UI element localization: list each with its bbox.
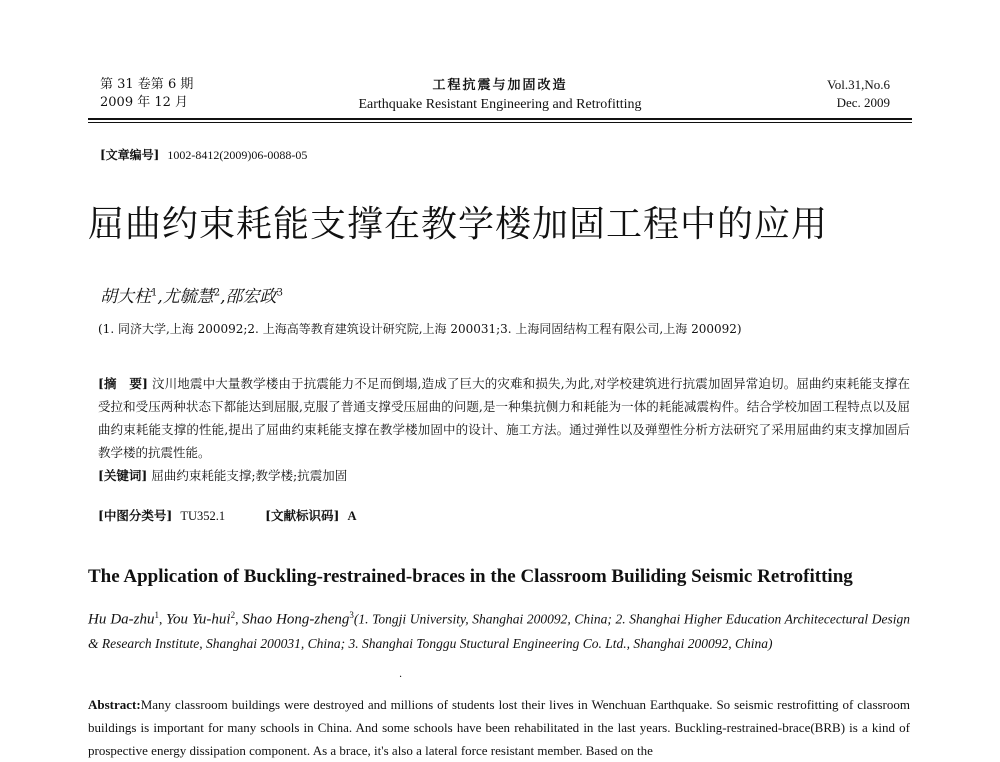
header-rule-thick [88,118,912,120]
author-en-1: Hu Da-zhu [88,611,155,628]
header-issue-cn [100,76,193,112]
header-journal [290,74,710,113]
journal-name-cn: 工程抗震与加固改造 [432,78,568,93]
author-cn-3: 邵宏政 [225,287,277,307]
doc-code-value: A [347,509,357,523]
doc-code-label: [文献标识码] [265,508,340,523]
classification-value: TU352.1 [180,509,226,523]
keywords-cn-text: 屈曲约束耗能支撑;教学楼;抗震加固 [151,468,348,483]
header-rule-thin [88,122,912,123]
title-cn: 屈曲约束耗能支撑在教学楼加固工程中的应用 [88,204,829,245]
classification-label: [中图分类号] [98,508,173,523]
author-cn-1-sup: 1 [151,287,158,299]
author-en-1-sup: 1 [154,610,159,620]
volume-cn: 第 31 卷第 6 期 [100,77,194,92]
volume-en: Vol.31,No.6 [827,77,890,92]
date-en: Dec. 2009 [836,95,890,110]
article-number-label: [文章编号] [100,148,160,162]
article-number [100,146,307,163]
abstract-en-text: Many classroom buildings were destroyed and millions of students lost their lives in Wenchuan Earthquake. So seismic restrofitting of classroom buildings is important for many schools in China. And some schools have been rehabilitated in the last years. Buckling-restrained-brace(BRB) is a kind of prospective energy dissipation component. As a brace, it's also a lateral force resistant member. Based on the [88,697,910,758]
abstract-cn-label: [摘 要] [98,376,148,391]
abstract-cn [98,372,910,464]
abstract-en-label: Abstract: [88,697,141,712]
stray-dot: · [399,672,403,683]
author-cn-2-sup: 2 [213,287,221,299]
abstract-cn-text: 汶川地震中大量教学楼由于抗震能力不足而倒塌,造成了巨大的灾难和损失,为此,对学校建筑进行抗震加固异常迫切。屈曲约束耗能支撑在受拉和受压两种状态下都能达到屈服,克服了普通支撑受压屈曲的问题,是一种集抗侧力和耗能为一体的耗能减震构件。结合学校加固工程特点以及屈曲约束耗能支撑的性能,提出了屈曲约束耗能支撑在教学楼加固中的设计、施工方法。通过弹性以及弹塑性分析方法研究了采用屈曲约束支撑加固后教学楼的抗震性能。 [98,376,910,460]
author-en-2-sup: 2 [230,610,236,620]
author-cn-3-sup: 3 [276,287,283,299]
author-cn-2: 尤毓慧 [162,287,214,307]
date-cn: 2009 年 12 月 [100,95,189,110]
title-en: The Application of Buckling-restrained-braces in the Classroom Builiding Seismic Retrofitting [88,566,853,587]
classification [98,506,357,524]
author-en-3: Shao Hong-zheng [242,611,350,628]
abstract-en [88,693,910,762]
journal-name-en: Earthquake Resistant Engineering and Retrofitting [358,97,642,112]
affiliations-cn: (1. 同济大学,上海 200092;2. 上海高等教育建筑设计研究院,上海 200031;3. 上海同固结构工程有限公司,上海 200092) [98,322,742,336]
keywords-cn-label: [关键词] [98,468,148,483]
article-number-value: 1002-8412(2009)06-0088-05 [167,148,308,162]
author-en-3-sup: 3 [349,610,354,620]
author-cn-1: 胡大柱 [100,287,151,307]
header-issue-en [827,76,890,112]
keywords-cn [98,466,347,484]
author-en-2: You Yu-hui [166,611,231,628]
authors-cn: 胡大柱$^1$,尤毓慧$^2$,邵宏政$^3$ [100,287,283,307]
authors-en: Hu Da-zhu$^1$, You Yu-hui$^2$, Shao Hong-zheng$^3$(1. Tongji University, Shanghai 200092, China; 2. Shanghai Higher Education Architecectural Design & Research Institute, Shanghai 200031, China; 3. Shanghai Tonggu Stuctural Engineering Co. Ltd., Shanghai 200092, China) [88,610,910,651]
affiliations-en: (1. Tongji University, Shanghai 200092, China; 2. Shanghai Higher Education Architecectural Design & Research Institute, Shanghai 200031, China; 3. Shanghai Tonggu Stuctural Engineering Co. Ltd., Shanghai 200092, China) [88,611,910,651]
